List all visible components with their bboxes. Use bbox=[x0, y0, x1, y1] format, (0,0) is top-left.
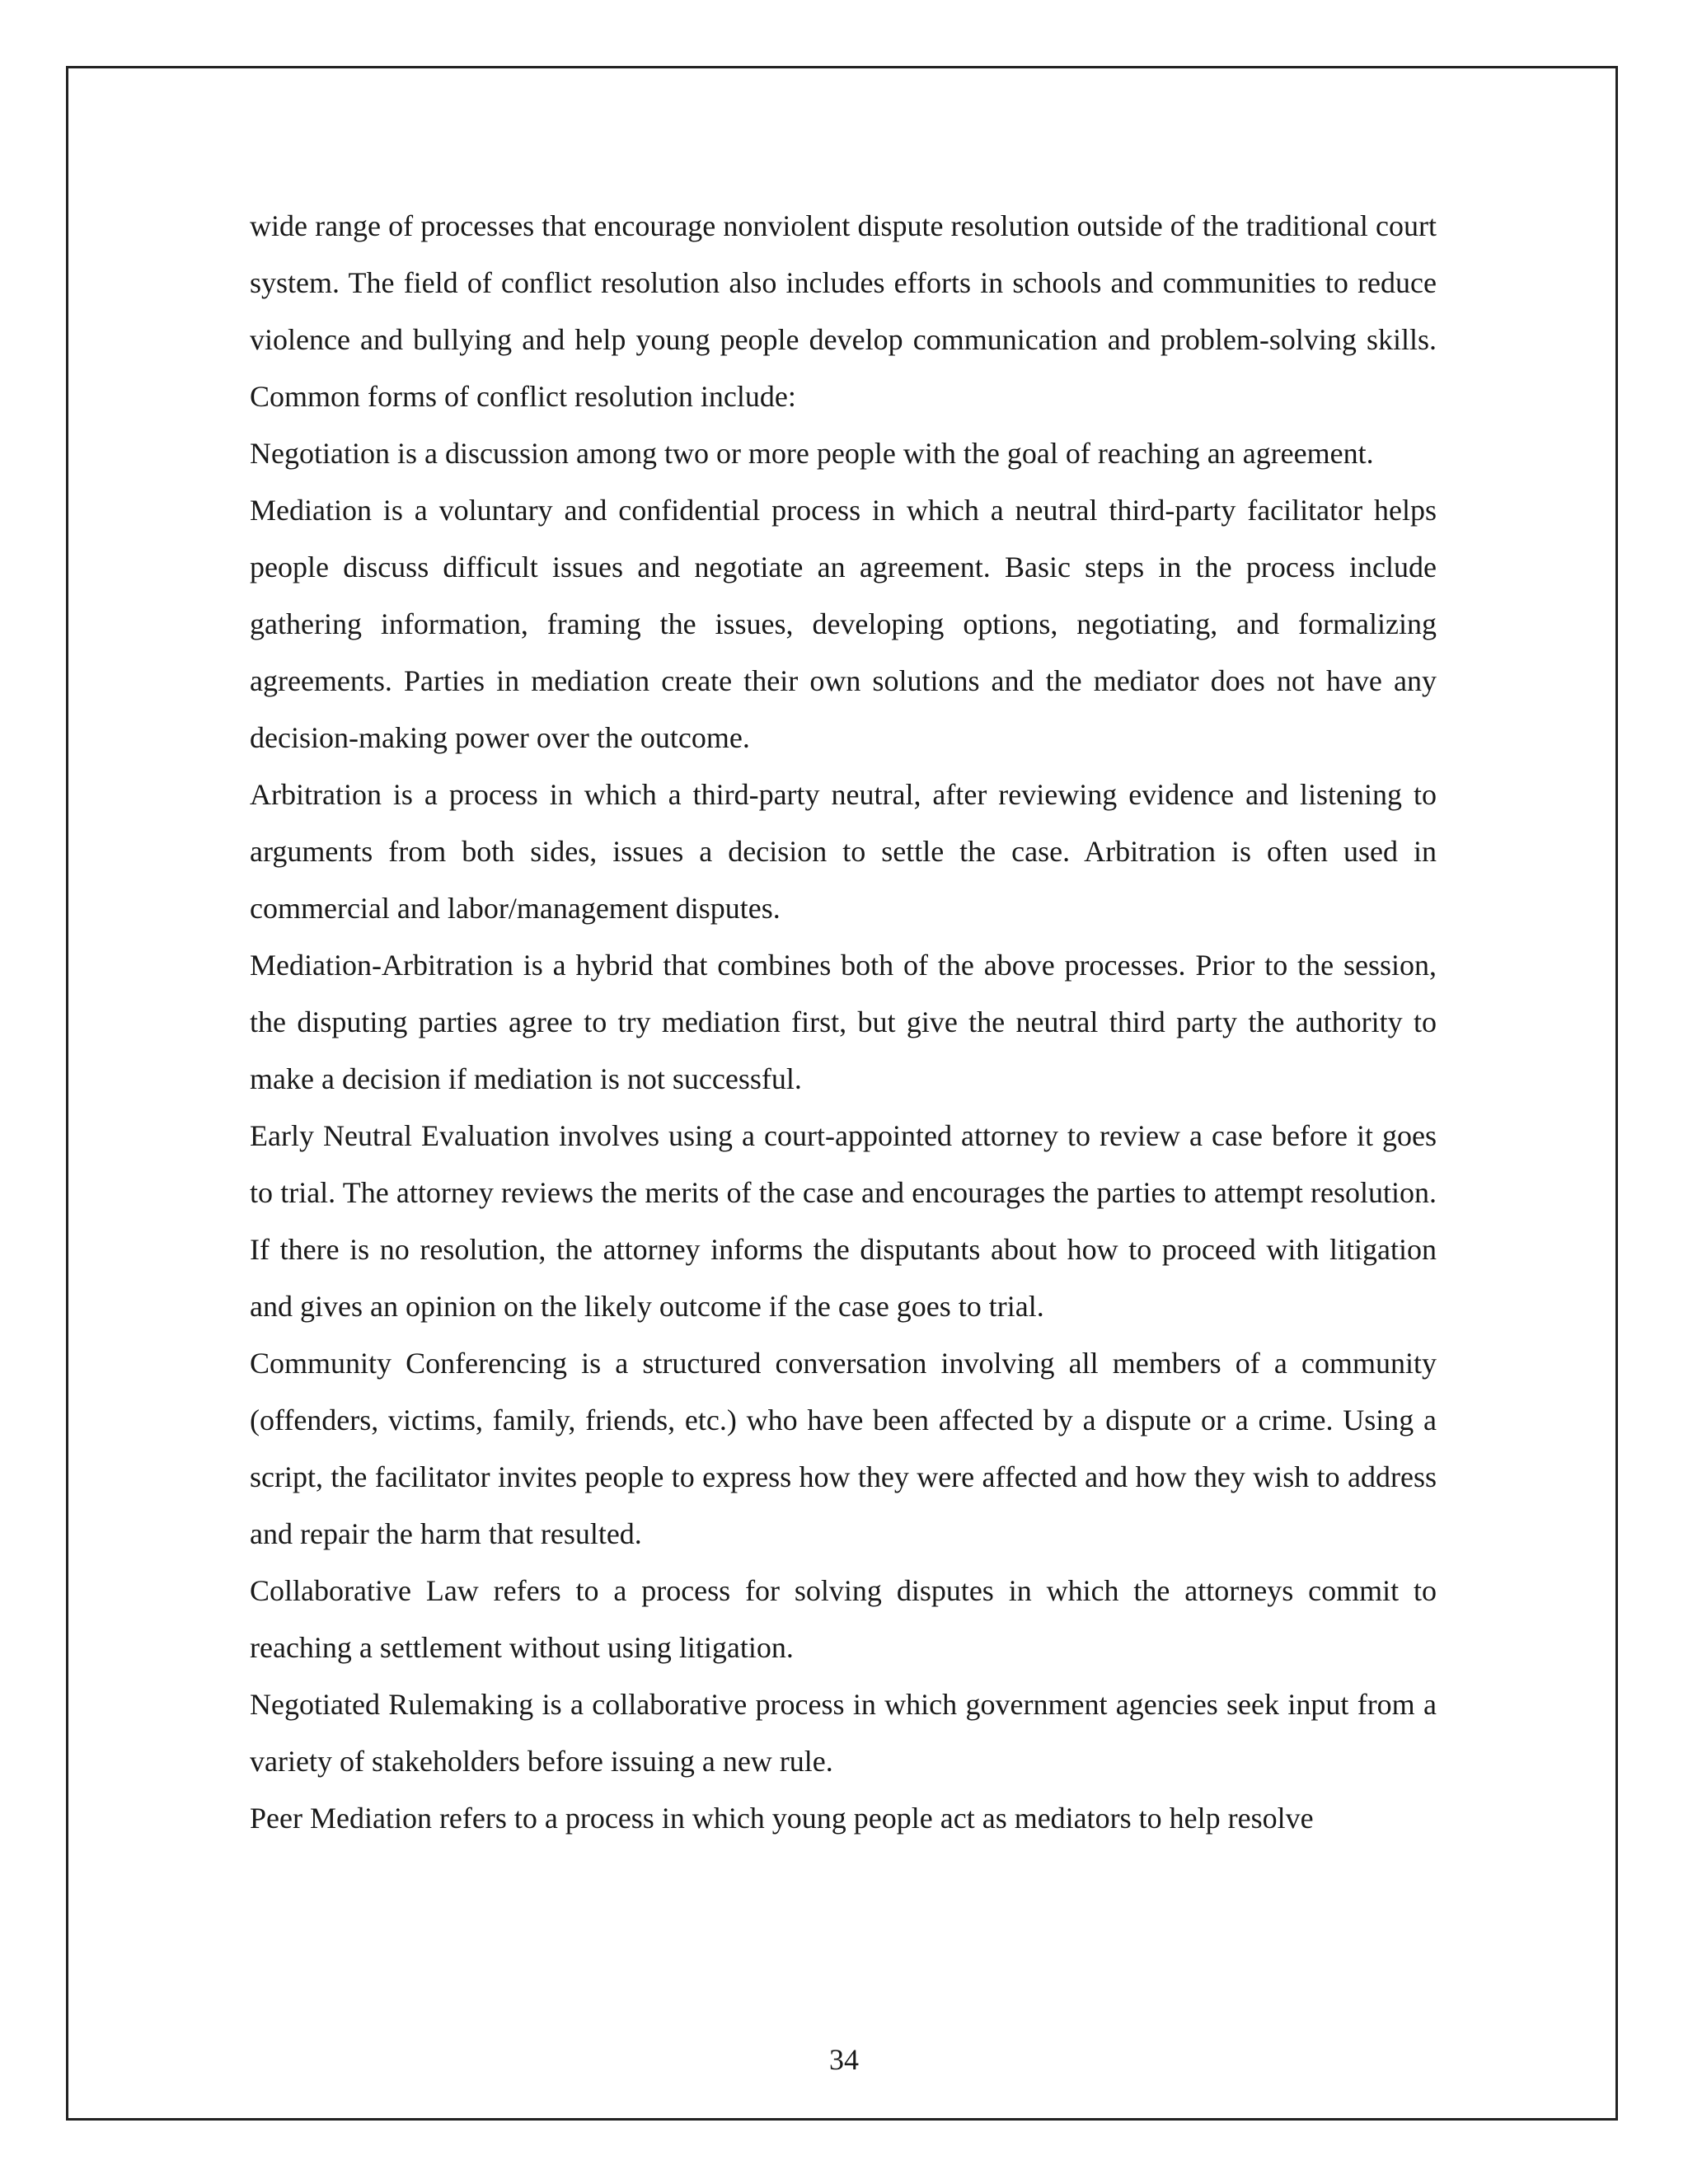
paragraph-community-conferencing: Community Conferencing is a structured conversation involving all members of a community (offenders, victims, family, friends, etc.) who have been affected by a dispute or a crime. Using a script, the facilitator invites people to express how they were affected and how they wish to address and repair the harm that resulted. bbox=[250, 1347, 1437, 1550]
paragraph-peer-mediation: Peer Mediation refers to a process in which young people act as mediators to help resolve bbox=[250, 1802, 1314, 1835]
page-number: 34 bbox=[829, 2043, 859, 2076]
paragraph-negotiation: Negotiation is a discussion among two or more people with the goal of reaching an agreement. bbox=[250, 437, 1374, 470]
paragraph-arbitration: Arbitration is a process in which a third-party neutral, after reviewing evidence and listening to arguments from both sides, issues a decision to settle the case. Arbitration is often used in commercial and labor/management disputes. bbox=[250, 778, 1437, 925]
paragraph-collaborative-law: Collaborative Law refers to a process for solving disputes in which the attorneys commit to reaching a settlement without using litigation. bbox=[250, 1574, 1437, 1664]
paragraph-mediation: Mediation is a voluntary and confidential process in which a neutral third-party facilitator helps people discuss difficult issues and negotiate an agreement. Basic steps in the process include gathering information, framing the issues, developing options, negotiating, and formalizing agreements. Parties in mediation create their own solutions and the mediator does not have any decision-making power over the outcome. bbox=[250, 494, 1437, 754]
body-text bbox=[250, 198, 1437, 1847]
paragraph-intro: wide range of processes that encourage nonviolent dispute resolution outside of the traditional court system. The field of conflict resolution also includes efforts in schools and communities to reduce violence and bullying and help young people develop communication and problem-solving skills. Common forms of conflict resolution include: bbox=[250, 209, 1437, 413]
paragraph-mediation-arbitration: Mediation-Arbitration is a hybrid that combines both of the above processes. Prior to the session, the disputing parties agree to try mediation first, but give the neutral third party the authority to make a decision if mediation is not successful. bbox=[250, 949, 1437, 1095]
paragraph-negotiated-rulemaking: Negotiated Rulemaking is a collaborative process in which government agencies seek input from a variety of stakeholders before issuing a new rule. bbox=[250, 1688, 1437, 1778]
paragraph-early-neutral-evaluation: Early Neutral Evaluation involves using a court-appointed attorney to review a case before it goes to trial. The attorney reviews the merits of the case and encourages the parties to attempt resolution. If there is no resolution, the attorney informs the disputants about how to proceed with litigation and gives an opinion on the likely outcome if the case goes to trial. bbox=[250, 1119, 1437, 1323]
